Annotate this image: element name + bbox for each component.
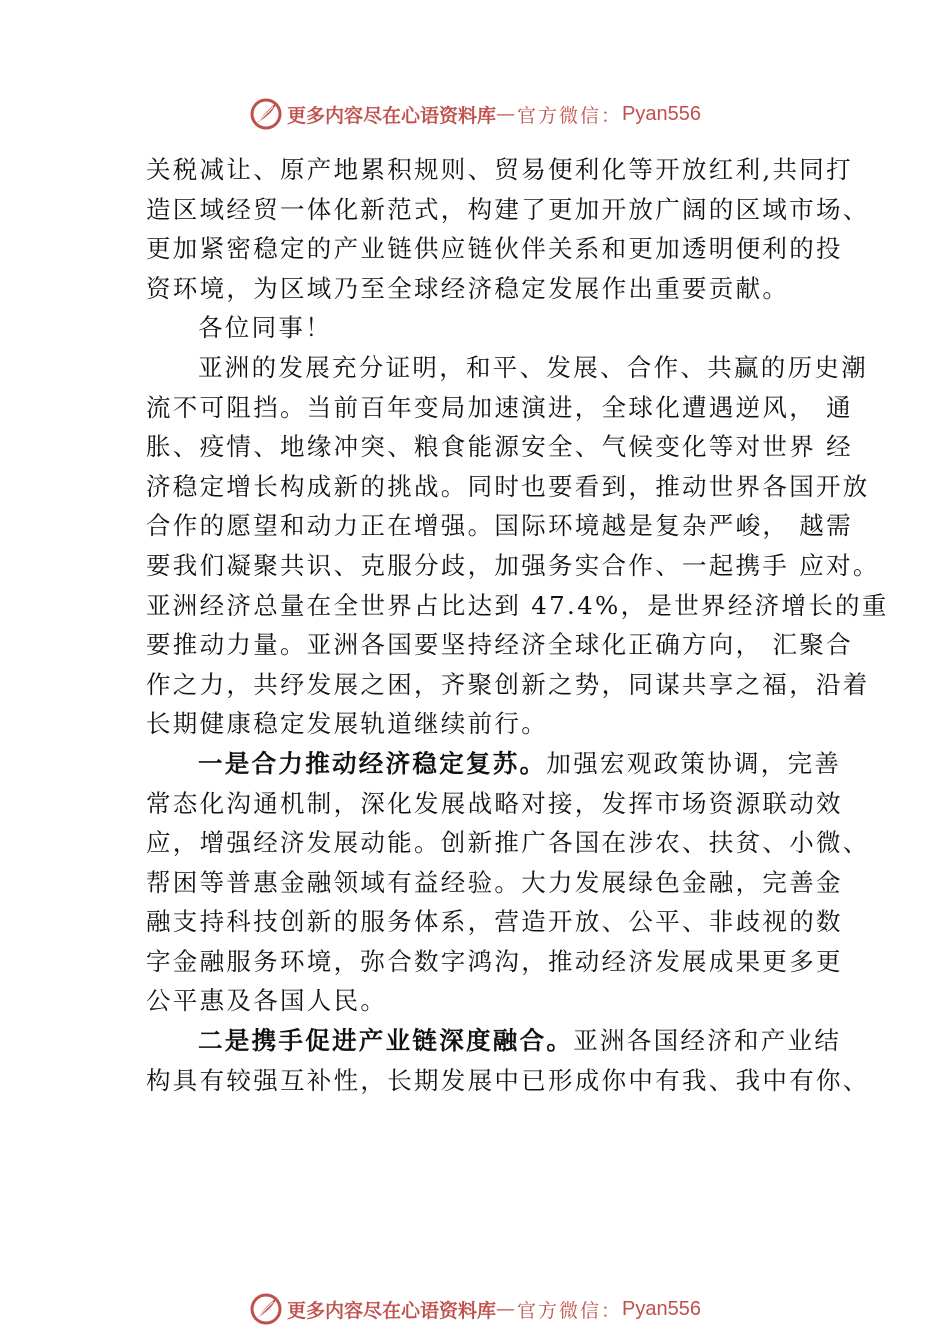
section-text-1: 加强宏观政策协调，完善 xyxy=(546,748,842,778)
header-title: 更多内容尽在心语资料库 xyxy=(287,104,497,127)
footer-title: 更多内容尽在心语资料库 xyxy=(287,1299,497,1322)
footer-wechat-label: 官方微信： xyxy=(517,1299,623,1322)
paragraph-line: 要我们凝聚共识、克服分歧，加强务实合作、一起携手 应对。 xyxy=(146,550,880,580)
paragraph-line: 亚洲的发展充分证明，和平、发展、合作、共赢的历史潮 xyxy=(198,352,868,382)
paragraph-line: 常态化沟通机制，深化发展战略对接，发挥市场资源联动效 xyxy=(146,788,843,818)
section-lead-2: 二是携手促进产业链深度融合。 xyxy=(198,1026,574,1056)
paragraph-line: 公平惠及各国人民。 xyxy=(146,986,388,1016)
footer-wechat-id: Pyan556 xyxy=(622,1297,701,1320)
quill-logo-icon xyxy=(249,97,283,131)
header-banner xyxy=(0,94,950,134)
paragraph-line: 胀、疫情、地缘冲突、粮食能源安全、气候变化等对世界 经 xyxy=(146,432,853,462)
section-lead-1: 一是合力推动经济稳定复苏。 xyxy=(198,748,547,778)
paragraph-line: 济稳定增长构成新的挑战。同时也要看到，推动世界各国开放 xyxy=(146,471,870,501)
paragraph-line: 构具有较强互补性，长期发展中已形成你中有我、我中有你、 xyxy=(146,1065,870,1095)
document-body xyxy=(146,150,889,1100)
salutation: 各位同事！ xyxy=(198,313,332,343)
paragraph-line: 融支持科技创新的服务体系，营造开放、公平、非歧视的数 xyxy=(146,907,843,937)
paragraph-line: 亚洲经济总量在全世界占比达到 47.4%，是世界经济增长的重 xyxy=(146,590,889,620)
paragraph-line: 字金融服务环境，弥合数字鸿沟，推动经济发展成果更多更 xyxy=(146,946,843,976)
paragraph-line: 长期健康稳定发展轨道继续前行。 xyxy=(146,709,548,739)
paragraph-line: 造区域经贸一体化新范式，构建了更加开放广阔的区域市场、 xyxy=(146,194,870,224)
paragraph-line: 合作的愿望和动力正在增强。国际环境越是复杂严峻， 越需 xyxy=(146,511,853,541)
section-text-2: 亚洲各国经济和产业结 xyxy=(573,1026,842,1056)
footer-banner xyxy=(0,1289,950,1329)
paragraph-line: 应，增强经济发展动能。创新推广各国在涉农、扶贫、小微、 xyxy=(146,828,870,858)
header-dash: — xyxy=(496,103,518,125)
header-wechat-label: 官方微信： xyxy=(517,104,623,127)
paragraph-line: 帮困等普惠金融领域有益经验。大力发展绿色金融，完善金 xyxy=(146,867,843,897)
paragraph-line: 关税减让、原产地累积规则、贸易便利化等开放红利,共同打 xyxy=(146,155,853,184)
paragraph-line: 作之力，共纾发展之困，齐聚创新之势，同谋共享之福，沿着 xyxy=(146,669,870,699)
paragraph-line: 要推动力量。亚洲各国要坚持经济全球化正确方向， 汇聚合 xyxy=(146,630,853,660)
footer-dash: — xyxy=(496,1298,518,1320)
header-wechat-id: Pyan556 xyxy=(622,102,701,125)
paragraph-line: 资环境，为区域乃至全球经济稳定发展作出重要贡献。 xyxy=(146,273,790,303)
paragraph-line: 更加紧密稳定的产业链供应链伙伴关系和更加透明便利的投 xyxy=(146,234,843,264)
paragraph-line xyxy=(146,1021,842,1061)
paragraph-line xyxy=(146,744,842,784)
paragraph-line: 流不可阻挡。当前百年变局加速演进，全球化遭遇逆风， 通 xyxy=(146,392,853,422)
quill-logo-icon xyxy=(249,1292,283,1326)
